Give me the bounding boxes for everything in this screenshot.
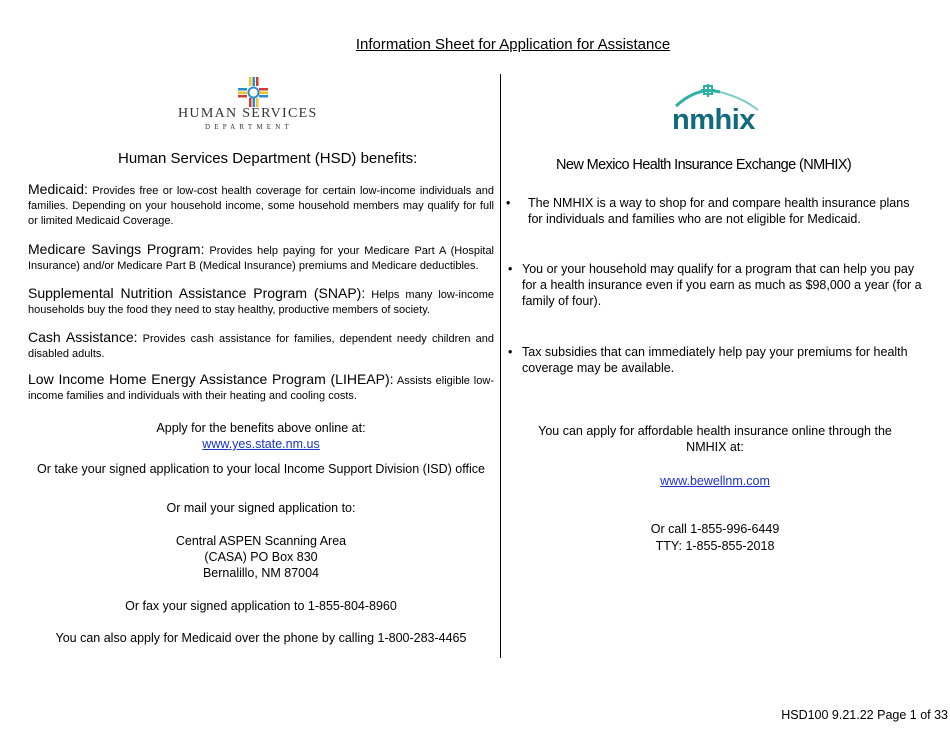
- program-description: Helps many low-income households buy the food they need to stay healthy, productive members of society.: [28, 289, 494, 316]
- hsd-benefits-heading: Human Services Department (HSD) benefits:: [118, 150, 418, 167]
- program-liheap: [28, 372, 494, 404]
- bewellnm-link[interactable]: www.bewellnm.com: [660, 474, 770, 488]
- phone-apply-text: You can also apply for Medicaid over the phone by calling 1-800-283-4465: [55, 631, 467, 645]
- bullet-text: You or your household may qualify for a program that can help you pay for a health insurance even if you earn as much as $98,000 a year (for a family of four).: [522, 262, 922, 308]
- nmhix-apply-text: You can apply for affordable health insurance online through the NMHIX at:: [538, 424, 892, 454]
- address-line: Bernalillo, NM 87004: [202, 566, 320, 580]
- program-medicare-savings: [28, 242, 494, 274]
- program-cash-assistance: [28, 330, 494, 362]
- address-line: (CASA) PO Box 830: [204, 550, 318, 564]
- bullet-text: The NMHIX is a way to shop for and compare health insurance plans for individuals and families who are not eligible for Medicaid.: [528, 196, 910, 226]
- program-term: Medicare Savings Program:: [28, 241, 205, 257]
- program-term: Low Income Home Energy Assistance Program (LIHEAP):: [28, 371, 394, 387]
- hsd-logo-text: HUMAN SERVICES: [178, 106, 318, 121]
- apply-link-row: [24, 436, 498, 452]
- program-snap: [28, 286, 494, 318]
- bullet-icon: •: [508, 345, 513, 359]
- nmhix-heading: New Mexico Health Insurance Exchange (NMHIX): [556, 157, 852, 173]
- bullet-text: Tax subsidies that can immediately help pay your premiums for health coverage may be available.: [522, 345, 908, 375]
- program-description: Provides free or low-cost health coverage for certain low-income individuals and families. Depending on your household income, some household members may qualify for full or limited Medicaid Coverage.: [28, 185, 494, 227]
- nmhix-tty-text: TTY: 1-855-855-2018: [655, 539, 775, 553]
- page-footer: HSD100 9.21.22 Page 1 of 33: [781, 708, 948, 722]
- program-description: Assists eligible low-income families and individuals with their heating and cooling costs.: [28, 375, 494, 402]
- address-line: Central ASPEN Scanning Area: [175, 534, 347, 548]
- page-title: Information Sheet for Application for Assistance: [355, 36, 671, 53]
- yes-state-link[interactable]: www.yes.state.nm.us: [202, 437, 320, 451]
- program-term: Cash Assistance:: [28, 329, 138, 345]
- mailing-address: [24, 533, 498, 581]
- bewell-link-row: [520, 473, 910, 489]
- program-description: Provides help paying for your Medicare Part A (Hospital Insurance) and/or Medicare Part B (Medical Insurance) premiums and Medicare deductibles.: [28, 245, 494, 272]
- program-medicaid: [28, 182, 494, 229]
- isd-office-text: Or take your signed application to your local Income Support Division (ISD) office: [37, 462, 485, 476]
- nmhix-logo-text: nmhix: [672, 104, 755, 136]
- bullet-icon: •: [508, 262, 513, 276]
- nmhix-call-text: Or call 1-855-996-6449: [650, 522, 780, 536]
- fax-text: Or fax your signed application to 1-855-804-8960: [125, 599, 397, 613]
- program-term: Supplemental Nutrition Assistance Program (SNAP):: [28, 285, 366, 301]
- mail-application-text: Or mail your signed application to:: [166, 501, 356, 515]
- program-description: Provides cash assistance for families, dependent needy children and disabled adults.: [28, 333, 494, 360]
- column-divider: [500, 74, 501, 658]
- bullet-icon: •: [506, 196, 511, 210]
- program-term: Medicaid:: [28, 181, 88, 197]
- hsd-logo-subtext: DEPARTMENT: [205, 123, 293, 131]
- apply-online-text: Apply for the benefits above online at:: [156, 421, 366, 435]
